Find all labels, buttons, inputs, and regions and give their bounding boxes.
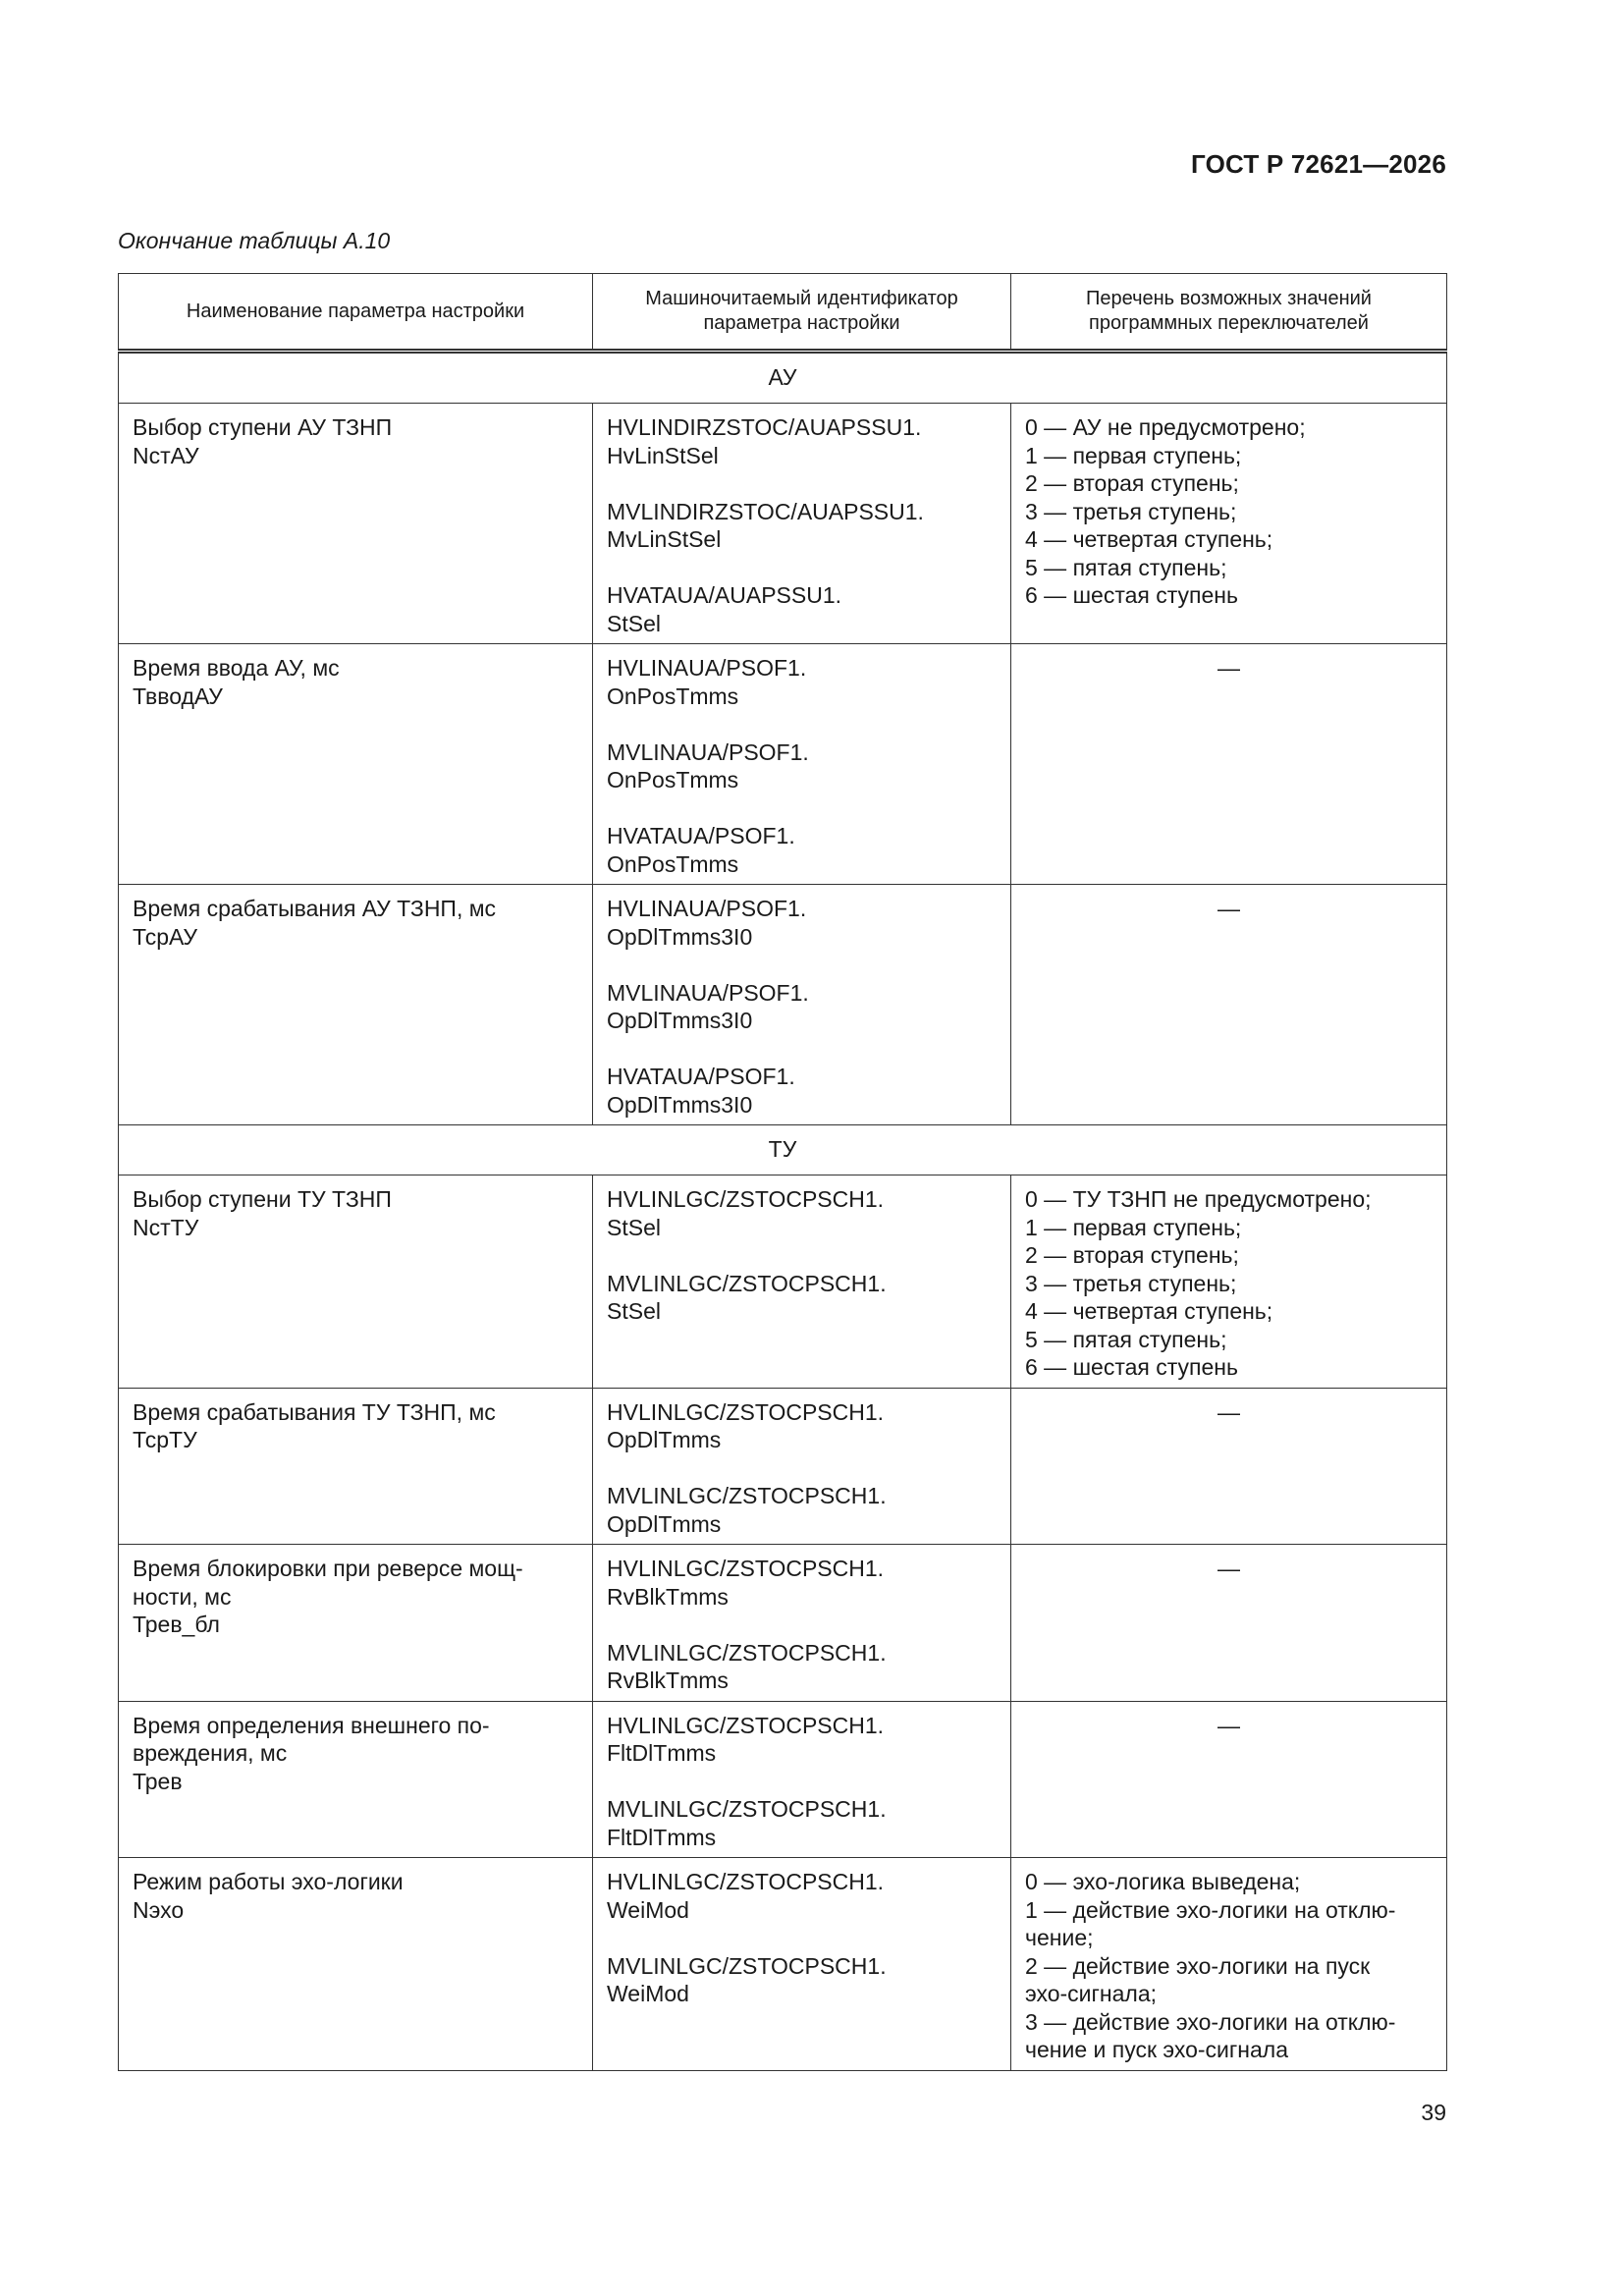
values-cell (1011, 1858, 1447, 2071)
table-row (119, 1545, 1447, 1702)
identifier-line: MVLINAUA/PSOF1. (607, 738, 809, 765)
value-line: 1 — действие эхо-логики на отклю- (1025, 1896, 1396, 1923)
table-row (119, 1701, 1447, 1858)
table-row (119, 1388, 1447, 1545)
value-line: 6 — шестая ступень (1025, 1354, 1238, 1380)
identifier-block (607, 654, 997, 710)
value-line: чение и пуск эхо-сигнала (1025, 2037, 1289, 2062)
identifier-line: HVLINLGC/ZSTOCPSCH1. (607, 1186, 885, 1212)
identifier-block (607, 1270, 997, 1326)
value-line: 0 — эхо-логика выведена; (1025, 1869, 1301, 1894)
parameter-name-line: Nэхо (133, 1896, 185, 1923)
table-row (119, 404, 1447, 644)
identifier-line: OnPosTmms (607, 683, 739, 709)
identifier-block (607, 822, 997, 878)
identifier-line: HvLinStSel (607, 442, 719, 468)
parameter-name-line: Время срабатывания АУ ТЗНП, мс (133, 896, 497, 921)
column-header-name: Наименование параметра настройки (119, 274, 593, 352)
parameter-name-cell (119, 404, 593, 644)
identifier-cell (593, 1858, 1011, 2071)
section-row (119, 1125, 1447, 1175)
identifier-block (607, 581, 997, 637)
value-line: — (1217, 655, 1240, 681)
identifier-block (607, 1555, 997, 1611)
identifier-cell (593, 404, 1011, 644)
table-body (119, 352, 1447, 2071)
identifier-line: WeiMod (607, 1981, 689, 2006)
value-line: 3 — третья ступень; (1025, 498, 1237, 524)
value-line: 0 — АУ не предусмотрено; (1025, 414, 1306, 440)
identifier-line: HVLINDIRZSTOC/AUAPSSU1. (607, 414, 922, 440)
value-line: — (1217, 1712, 1240, 1738)
value-line: 6 — шестая ступень (1025, 582, 1238, 608)
value-line: 1 — первая ступень; (1025, 442, 1242, 468)
table-row (119, 885, 1447, 1125)
parameter-name-line: NстАУ (133, 442, 199, 468)
value-line: 4 — четвертая ступень; (1025, 1298, 1273, 1324)
parameter-name-line: ТсрАУ (133, 923, 197, 950)
table-row (119, 1175, 1447, 1389)
section-row (119, 352, 1447, 404)
values-cell (1011, 1701, 1447, 1858)
identifier-line: HVLINLGC/ZSTOCPSCH1. (607, 1869, 885, 1894)
identifier-line: HVLINLGC/ZSTOCPSCH1. (607, 1712, 885, 1738)
identifier-line: HVLINLGC/ZSTOCPSCH1. (607, 1398, 885, 1425)
column-header-identifier: Машиночитаемый идентификатор параметра настройки (593, 274, 1011, 352)
value-line: 3 — третья ступень; (1025, 1270, 1237, 1296)
parameter-name-cell (119, 1175, 593, 1389)
identifier-cell (593, 1701, 1011, 1858)
values-cell (1011, 644, 1447, 885)
identifier-block (607, 895, 997, 951)
identifier-block (607, 1185, 997, 1241)
parameter-name-line: ТвводАУ (133, 683, 223, 709)
parameter-name-line: Время блокировки при реверсе мощ- (133, 1556, 523, 1581)
identifier-line: OpDlTmms (607, 1510, 722, 1537)
identifier-block (607, 1712, 997, 1768)
column-header-values: Перечень возможных значений программных переключателей (1011, 274, 1447, 352)
identifier-line: HVATAUA/PSOF1. (607, 1064, 795, 1089)
identifier-line: OpDlTmms3I0 (607, 1008, 753, 1033)
parameter-name-line: Выбор ступени АУ ТЗНП (133, 414, 393, 440)
value-line: 2 — вторая ступень; (1025, 1242, 1239, 1268)
identifier-block (607, 1639, 997, 1695)
parameter-name-line: Режим работы эхо-логики (133, 1869, 404, 1894)
parameter-name-line: Время срабатывания ТУ ТЗНП, мс (133, 1398, 496, 1425)
page-number: 39 (1421, 2100, 1446, 2125)
identifier-line: OpDlTmms (607, 1427, 722, 1452)
values-cell (1011, 1545, 1447, 1702)
identifier-line: MVLINAUA/PSOF1. (607, 979, 809, 1006)
parameter-name-cell (119, 885, 593, 1125)
section-title: АУ (119, 352, 1447, 404)
identifier-line: RvBlkTmms (607, 1583, 729, 1610)
identifier-line: StSel (607, 1298, 661, 1324)
identifier-block (607, 979, 997, 1035)
document-standard-header: ГОСТ Р 72621—2026 (1191, 149, 1446, 179)
parameter-name-line: Выбор ступени ТУ ТЗНП (133, 1186, 392, 1212)
identifier-line: HVATAUA/PSOF1. (607, 823, 795, 848)
parameter-name-cell (119, 644, 593, 885)
identifier-line: FltDlTmms (607, 1740, 717, 1766)
identifier-block (607, 1795, 997, 1851)
value-line: 3 — действие эхо-логики на отклю- (1025, 2008, 1396, 2035)
identifier-line: FltDlTmms (607, 1824, 717, 1850)
value-line: — (1217, 896, 1240, 921)
identifier-line: MVLINLGC/ZSTOCPSCH1. (607, 1952, 887, 1979)
settings-table (118, 273, 1447, 2071)
value-line: 1 — первая ступень; (1025, 1214, 1242, 1240)
identifier-cell (593, 644, 1011, 885)
identifier-line: OnPosTmms (607, 850, 739, 877)
values-cell (1011, 1388, 1447, 1545)
identifier-cell (593, 885, 1011, 1125)
table-row (119, 1858, 1447, 2071)
parameter-name-line: ТсрТУ (133, 1427, 197, 1452)
identifier-line: HVATAUA/AUAPSSU1. (607, 582, 842, 608)
identifier-line: MVLINLGC/ZSTOCPSCH1. (607, 1796, 887, 1822)
identifier-block (607, 1482, 997, 1538)
value-line: 0 — ТУ ТЗНП не предусмотрено; (1025, 1186, 1372, 1212)
values-cell (1011, 404, 1447, 644)
value-line: 5 — пятая ступень; (1025, 1326, 1227, 1352)
identifier-line: StSel (607, 610, 661, 636)
values-cell (1011, 1175, 1447, 1389)
identifier-cell (593, 1545, 1011, 1702)
identifier-line: OnPosTmms (607, 767, 739, 793)
identifier-line: OpDlTmms3I0 (607, 923, 753, 950)
parameter-name-line: ности, мс (133, 1583, 232, 1610)
identifier-line: OpDlTmms3I0 (607, 1091, 753, 1118)
identifier-line: HVLINLGC/ZSTOCPSCH1. (607, 1556, 885, 1581)
identifier-line: HVLINAUA/PSOF1. (607, 655, 807, 681)
section-title: ТУ (119, 1125, 1447, 1175)
identifier-line: MVLINLGC/ZSTOCPSCH1. (607, 1270, 887, 1296)
identifier-block (607, 1952, 997, 2008)
identifier-block (607, 413, 997, 469)
value-line: 2 — действие эхо-логики на пуск (1025, 1952, 1371, 1979)
parameter-name-cell (119, 1701, 593, 1858)
parameter-name-cell (119, 1545, 593, 1702)
parameter-name-line: Трев (133, 1768, 183, 1794)
identifier-line: WeiMod (607, 1896, 689, 1923)
value-line: — (1217, 1398, 1240, 1425)
table-caption: Окончание таблицы А.10 (118, 228, 391, 253)
identifier-block (607, 738, 997, 794)
value-line: эхо-сигнала; (1025, 1981, 1158, 2006)
parameter-name-line: Время ввода АУ, мс (133, 655, 340, 681)
value-line: 5 — пятая ступень; (1025, 554, 1227, 580)
identifier-block (607, 1398, 997, 1454)
identifier-line: RvBlkTmms (607, 1667, 729, 1693)
table-header-row (119, 274, 1447, 352)
identifier-block (607, 1063, 997, 1119)
parameter-name-line: вреждения, мс (133, 1740, 288, 1766)
values-cell (1011, 885, 1447, 1125)
identifier-block (607, 498, 997, 554)
identifier-line: HVLINAUA/PSOF1. (607, 896, 807, 921)
value-line: 2 — вторая ступень; (1025, 470, 1239, 496)
parameter-name-cell (119, 1858, 593, 2071)
identifier-line: MVLINLGC/ZSTOCPSCH1. (607, 1639, 887, 1666)
table-row (119, 644, 1447, 885)
parameter-name-line: NстТУ (133, 1214, 199, 1240)
identifier-block (607, 1868, 997, 1924)
identifier-cell (593, 1175, 1011, 1389)
identifier-line: MVLINDIRZSTOC/AUAPSSU1. (607, 498, 924, 524)
value-line: чение; (1025, 1925, 1094, 1950)
identifier-cell (593, 1388, 1011, 1545)
parameter-name-cell (119, 1388, 593, 1545)
value-line: — (1217, 1556, 1240, 1581)
identifier-line: MvLinStSel (607, 526, 722, 552)
identifier-line: MVLINLGC/ZSTOCPSCH1. (607, 1483, 887, 1508)
parameter-name-line: Трев_бл (133, 1612, 220, 1637)
value-line: 4 — четвертая ступень; (1025, 526, 1273, 552)
identifier-line: StSel (607, 1214, 661, 1240)
parameter-name-line: Время определения внешнего по- (133, 1712, 490, 1738)
